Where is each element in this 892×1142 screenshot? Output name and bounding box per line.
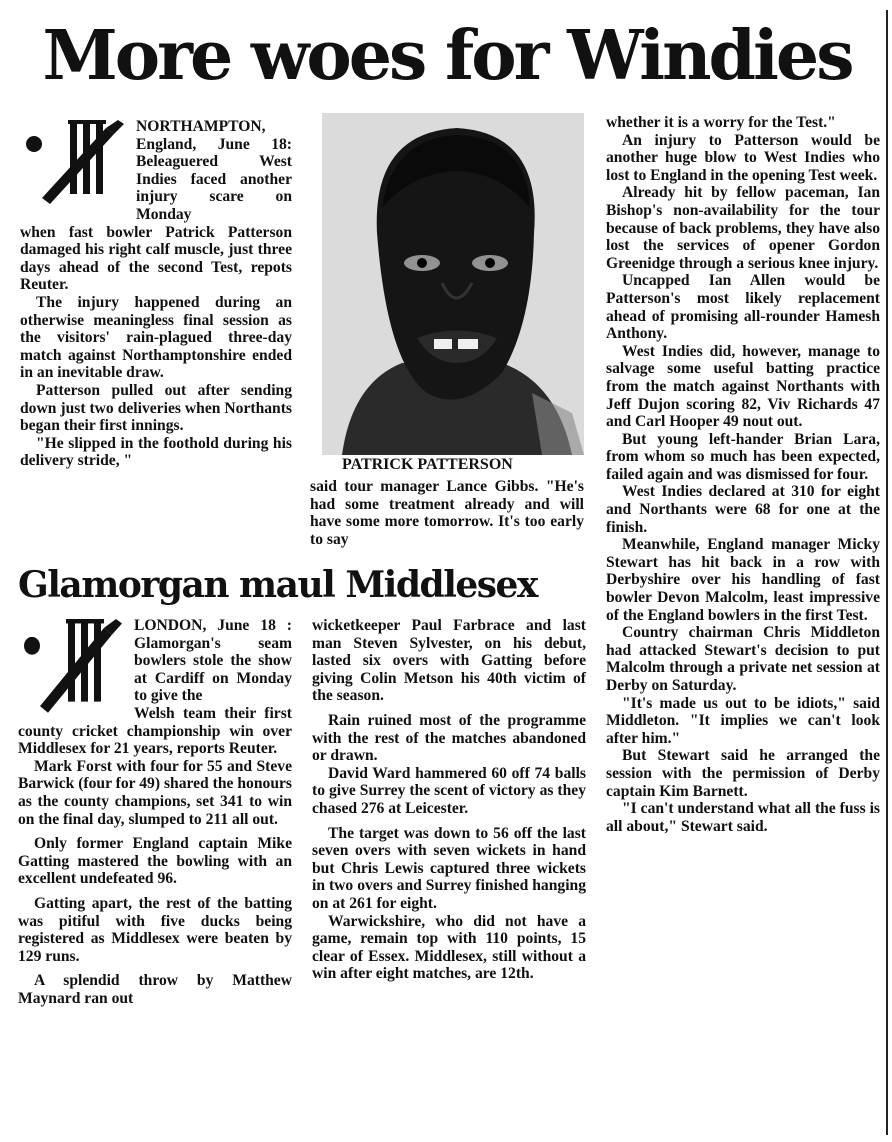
story2-paragraph: Welsh team their first county cricket championship win over Middlesex for 21 years, reports Reuter. [18,704,292,758]
story1-paragraph: Already hit by fellow paceman, Ian Bishop's non-availability for the tour because of back problems, they have also lost the services of opener Gordon Greenidge through a serious knee injury. [606,184,880,272]
story1-dateline: NORTHAMPTON, England, June 18: Beleaguered West Indies faced another injury scare on Monday [136,118,292,223]
story2-paragraph: Warwickshire, who did not have a game, remain top with 110 points, 15 clear of Essex. Middlesex, still without a win after eight matches, are 12th. [312,912,586,983]
story1-paragraph: The injury happened during an otherwise meaningless final session as the visitors' rain-plagued three-day match against Northamptonshire ended in an inevitable draw. [20,293,292,382]
story2-dateline: LONDON, June 18 : Glamorgan's seam bowlers stole the show at Cardiff on Monday to give the [134,617,292,705]
story2-paragraph: A splendid throw by Matthew Maynard ran out [18,972,292,1007]
story1-paragraph: West Indies declared at 310 for eight and Northants were 68 for one at the finish. [606,483,880,536]
story1-paragraph: An injury to Patterson would be another huge blow to West Indies who lost to England in the opening Test week. [606,131,880,184]
story1-paragraph: West Indies did, however, manage to salvage some useful batting practice from the match against Northants with Jeff Dujon scoring 82, Viv Richards 47 and Carl Hooper 49 nout out. [606,342,880,431]
story1-paragraph: when fast bowler Patrick Patterson damaged his right calf muscle, just three days ahead of the second Test, repots Reuter. [20,223,292,294]
story1-paragraph: whether it is a worry for the Test." [606,114,836,131]
story1-column-3 [606,114,880,835]
story1-paragraph: "He slipped in the foothold during his delivery stride, " [20,434,292,470]
story2-headline: Glamorgan maul Middlesex [18,564,537,606]
portrait-image [322,113,584,455]
story1-paragraph: But Stewart said he arranged the session with the permission of Derby captain Kim Barnett. [606,747,880,800]
story2-paragraph: wicketkeeper Paul Farbrace and last man Steven Sylvester, on his debut, lasted six overs with Gatting before giving Colin Metson his 40th victim of the season. [312,617,586,705]
story1-paragraph: "I can't understand what all the fuss is all about," Stewart said. [606,800,880,835]
story2-paragraph: Gatting apart, the rest of the batting was pitiful with five ducks being registered as Middlesex were beaten by 129 runs. [18,894,292,965]
headline: More woes for Windies [42,16,852,96]
story1-paragraph: said tour manager Lance Gibbs. "He's had some treatment already and will have some more tomorrow. It's too early to say [310,478,584,548]
story1-column-2 [310,478,584,548]
story2-column-1 [18,617,292,1007]
story1-column-1 [20,118,292,470]
cricket-stumps-logo-icon [20,120,130,206]
patrick-patterson-photo [322,113,584,455]
story2-paragraph: Mark Forst with four for 55 and Steve Barwick (four for 49) shared the honours as the county champions, set 341 to win on the final day, slumped to 211 all out. [18,757,292,828]
cricket-stumps-logo-icon [18,619,128,715]
photo-caption: PATRICK PATTERSON [342,456,513,473]
story2-column-2 [312,617,586,983]
story1-paragraph: "It's made us out to be idiots," said Middleton. "It implies we can't look after him." [606,694,880,747]
story1-paragraph: But young left-hander Brian Lara, from whom so much has been expected, failed again and was dismissed for four. [606,430,880,483]
story1-paragraph: Meanwhile, England manager Micky Stewart has hit back in a row with Derbyshire over his handling of fast bowler Devon Malcolm, least impressive of the England bowlers in the first Test. [606,536,880,624]
cricket-ball-icon [26,136,42,152]
story2-paragraph: Rain ruined most of the programme with the rest of the matches abandoned or drawn. [312,711,586,765]
story1-paragraph: Country chairman Chris Middleton had attacked Stewart's decision to put Malcolm through a private net session at Derby on Saturday. [606,624,880,694]
cricket-ball-icon [24,637,40,655]
story2-paragraph: David Ward hammered 60 off 74 balls to give Surrey the scent of victory as they chased 276 at Leicester. [312,764,586,817]
story2-paragraph: Only former England captain Mike Gatting mastered the bowling with an excellent undefeated 96. [18,835,292,888]
story2-paragraph: The target was down to 56 off the last seven overs with seven wickets in hand but Chris Lewis captured three wickets in two overs and Surrey finished hanging on at 261 for eight. [312,824,586,912]
story1-paragraph: Patterson pulled out after sending down just two deliveries when Northants began their first innings. [20,381,292,435]
story1-paragraph: Uncapped Ian Allen would be Patterson's most likely replacement ahead of promising all-rounder Hamesh Anthony. [606,272,880,343]
right-edge-rule [886,10,888,1135]
